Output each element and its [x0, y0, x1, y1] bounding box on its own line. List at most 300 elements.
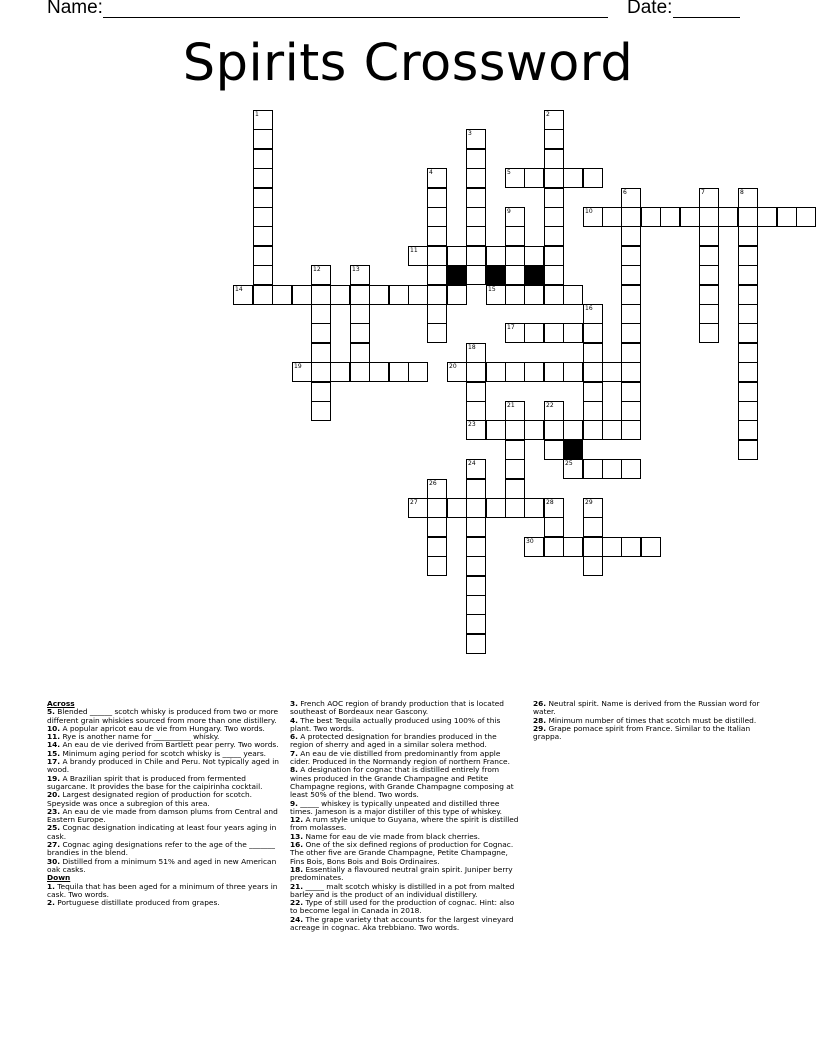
- crossword-cell[interactable]: [369, 362, 389, 382]
- crossword-cell[interactable]: [466, 459, 486, 479]
- crossword-cell[interactable]: [583, 498, 603, 518]
- crossword-cell[interactable]: [699, 207, 719, 227]
- clue-item: [47, 883, 279, 900]
- crossword-cell[interactable]: [311, 304, 331, 324]
- crossword-cell[interactable]: [486, 420, 506, 440]
- clue-number: 7.: [290, 748, 298, 758]
- crossword-cell[interactable]: [253, 285, 273, 305]
- clue-number: 13.: [290, 831, 304, 841]
- crossword-cell[interactable]: [621, 188, 641, 208]
- crossword-cell[interactable]: [408, 246, 428, 266]
- clue-item: [290, 816, 522, 833]
- clue-number: 24: [468, 460, 476, 467]
- crossword-cell[interactable]: [292, 362, 312, 382]
- clue-number: 18: [468, 344, 476, 351]
- clue-number: 27.: [47, 840, 61, 850]
- clue-number: 8.: [290, 765, 298, 775]
- crossword-cell[interactable]: [641, 537, 661, 557]
- crossword-cell[interactable]: [621, 343, 641, 363]
- crossword-cell[interactable]: [660, 207, 680, 227]
- crossword-cell[interactable]: [466, 576, 486, 596]
- crossword-cell[interactable]: [524, 537, 544, 557]
- crossword-cell[interactable]: [466, 168, 486, 188]
- crossword-cell[interactable]: [699, 285, 719, 305]
- crossword-cell[interactable]: [466, 401, 486, 421]
- clue-number: 27: [410, 499, 418, 506]
- crossword-cell[interactable]: [621, 304, 641, 324]
- crossword-cell[interactable]: [505, 265, 525, 285]
- crossword-cell[interactable]: [253, 265, 273, 285]
- crossword-cell[interactable]: [427, 226, 447, 246]
- crossword-cell[interactable]: [621, 362, 641, 382]
- crossword-cell[interactable]: [427, 556, 447, 576]
- crossword-cell[interactable]: [311, 265, 331, 285]
- crossword-cell[interactable]: [350, 304, 370, 324]
- crossword-cell[interactable]: [602, 420, 622, 440]
- crossword-cell[interactable]: [699, 188, 719, 208]
- crossword-cell[interactable]: [544, 323, 564, 343]
- down-clue-list: [533, 700, 765, 741]
- crossword-cell[interactable]: [563, 362, 583, 382]
- crossword-cell[interactable]: [350, 285, 370, 305]
- black-square: [563, 440, 583, 460]
- black-square: [524, 265, 544, 285]
- clue-text: A protected designation for brandies produced in the region of sherry and aged in a similar solera method.: [290, 732, 497, 750]
- across-heading: Across: [47, 699, 75, 708]
- crossword-cell[interactable]: [427, 285, 447, 305]
- crossword-cell[interactable]: [544, 537, 564, 557]
- crossword-cell[interactable]: [466, 537, 486, 557]
- crossword-cell[interactable]: [524, 498, 544, 518]
- clue-number: 15.: [47, 748, 61, 758]
- clue-number: 30: [526, 538, 534, 545]
- crossword-cell[interactable]: [738, 304, 758, 324]
- crossword-cell[interactable]: [699, 304, 719, 324]
- clue-text: Distilled from a minimum 51% and aged in new American oak casks.: [47, 856, 277, 874]
- crossword-cell[interactable]: [486, 285, 506, 305]
- crossword-cell[interactable]: [738, 343, 758, 363]
- clue-number: 17.: [47, 757, 61, 767]
- clue-item: [290, 841, 522, 866]
- crossword-cell[interactable]: [311, 362, 331, 382]
- crossword-cell[interactable]: [427, 207, 447, 227]
- crossword-cell[interactable]: [369, 285, 389, 305]
- date-label: Date:: [627, 0, 673, 18]
- crossword-cell[interactable]: [486, 498, 506, 518]
- crossword-cell[interactable]: [738, 323, 758, 343]
- crossword-cell[interactable]: [447, 498, 467, 518]
- crossword-cell[interactable]: [389, 285, 409, 305]
- crossword-cell[interactable]: [524, 168, 544, 188]
- crossword-cell[interactable]: [544, 362, 564, 382]
- crossword-cell[interactable]: [427, 304, 447, 324]
- across-clue-list: [47, 708, 279, 874]
- crossword-cell[interactable]: [466, 556, 486, 576]
- clue-text: The best Tequila actually produced using 100% of this plant. Two words.: [290, 715, 501, 733]
- crossword-cell[interactable]: [253, 207, 273, 227]
- crossword-cell[interactable]: [427, 517, 447, 537]
- crossword-cell[interactable]: [350, 343, 370, 363]
- crossword-cell[interactable]: [563, 323, 583, 343]
- crossword-cell[interactable]: [311, 382, 331, 402]
- crossword-cell[interactable]: [680, 207, 700, 227]
- black-square: [486, 265, 506, 285]
- crossword-cell[interactable]: [466, 362, 486, 382]
- crossword-cell[interactable]: [505, 498, 525, 518]
- clue-number: 2: [546, 111, 550, 118]
- crossword-cell[interactable]: [544, 188, 564, 208]
- crossword-cell[interactable]: [427, 537, 447, 557]
- clue-number: 12.: [290, 815, 304, 825]
- crossword-cell[interactable]: [583, 362, 603, 382]
- crossword-cell[interactable]: [563, 285, 583, 305]
- clue-number: 14.: [47, 740, 61, 750]
- clue-text: Cognac aging designations refer to the age of the _______ brandies in the blend.: [47, 840, 275, 858]
- clue-number: 13: [352, 266, 360, 273]
- clue-item: [290, 733, 522, 750]
- clue-number: 29.: [533, 723, 547, 733]
- crossword-cell[interactable]: [621, 420, 641, 440]
- crossword-cell[interactable]: [583, 517, 603, 537]
- crossword-cell[interactable]: [466, 188, 486, 208]
- crossword-cell[interactable]: [738, 440, 758, 460]
- crossword-cell[interactable]: [311, 343, 331, 363]
- crossword-cell[interactable]: [699, 323, 719, 343]
- crossword-cell[interactable]: [311, 401, 331, 421]
- crossword-cell[interactable]: [350, 362, 370, 382]
- clue-text: An eau de vie made from damson plums from Central and Eastern Europe.: [47, 806, 278, 825]
- clue-number: 20: [449, 363, 457, 370]
- crossword-cell[interactable]: [466, 614, 486, 634]
- clue-text: The grape variety that accounts for the largest vineyard acreage in cognac. Aka trebbiano. Two words.: [290, 914, 514, 933]
- crossword-cell[interactable]: [641, 207, 661, 227]
- clue-text: Minimum aging period for scotch whisky is _____ years.: [60, 748, 267, 758]
- clue-number: 28.: [533, 715, 547, 725]
- crossword-cell[interactable]: [583, 401, 603, 421]
- crossword-cell[interactable]: [544, 149, 564, 169]
- crossword-cell[interactable]: [563, 459, 583, 479]
- crossword-cell[interactable]: [738, 226, 758, 246]
- crossword-cell[interactable]: [505, 285, 525, 305]
- crossword-cell[interactable]: [544, 110, 564, 130]
- crossword-cell[interactable]: [350, 265, 370, 285]
- clue-number: 6: [623, 189, 627, 196]
- crossword-cell[interactable]: [602, 459, 622, 479]
- crossword-cell[interactable]: [738, 401, 758, 421]
- crossword-cell[interactable]: [621, 207, 641, 227]
- clue-text: An eau de vie derived from Bartlett pear perry. Two words.: [60, 740, 279, 750]
- crossword-cell[interactable]: [466, 420, 486, 440]
- crossword-cell[interactable]: [505, 362, 525, 382]
- crossword-cell[interactable]: [583, 168, 603, 188]
- clue-number: 16.: [290, 840, 304, 850]
- black-square: [447, 265, 467, 285]
- crossword-cell[interactable]: [544, 401, 564, 421]
- clue-number: 21.: [290, 881, 304, 891]
- clue-item: [533, 700, 765, 717]
- crossword-cell[interactable]: [583, 382, 603, 402]
- clue-number: 28: [546, 499, 554, 506]
- crossword-cell[interactable]: [253, 129, 273, 149]
- crossword-cell[interactable]: [544, 129, 564, 149]
- clue-number: 25: [565, 460, 573, 467]
- crossword-cell[interactable]: [738, 420, 758, 440]
- crossword-cell[interactable]: [544, 285, 564, 305]
- crossword-cell[interactable]: [621, 382, 641, 402]
- crossword-cell[interactable]: [408, 498, 428, 518]
- clue-text: A popular apricot eau de vie from Hungary. Two words.: [60, 723, 265, 733]
- down-clue-list: [47, 883, 279, 908]
- crossword-cell[interactable]: [447, 285, 467, 305]
- crossword-cell[interactable]: [466, 149, 486, 169]
- crossword-cell[interactable]: [466, 517, 486, 537]
- crossword-cell[interactable]: [544, 517, 564, 537]
- crossword-cell[interactable]: [505, 226, 525, 246]
- crossword-cell[interactable]: [544, 440, 564, 460]
- clue-number: 23.: [47, 806, 61, 816]
- crossword-cell[interactable]: [330, 285, 350, 305]
- crossword-cell[interactable]: [583, 537, 603, 557]
- crossword-cell[interactable]: [524, 362, 544, 382]
- crossword-cell[interactable]: [505, 440, 525, 460]
- crossword-cell[interactable]: [738, 362, 758, 382]
- down-clue-list: [290, 700, 522, 932]
- crossword-cell[interactable]: [311, 285, 331, 305]
- crossword-cell[interactable]: [466, 226, 486, 246]
- crossword-cell[interactable]: [505, 168, 525, 188]
- crossword-cell[interactable]: [563, 168, 583, 188]
- crossword-cell[interactable]: [621, 265, 641, 285]
- crossword-cell[interactable]: [777, 207, 797, 227]
- clue-number: 22.: [290, 898, 304, 908]
- crossword-cell[interactable]: [466, 498, 486, 518]
- crossword-cell[interactable]: [330, 362, 350, 382]
- crossword-cell[interactable]: [505, 479, 525, 499]
- clue-number: 18.: [290, 864, 304, 874]
- crossword-cell[interactable]: [466, 343, 486, 363]
- clue-item: [47, 808, 279, 825]
- clue-number: 12: [313, 266, 321, 273]
- clue-item: [290, 700, 522, 717]
- clue-text: Rye is another name for __________ whisky.: [60, 732, 220, 742]
- crossword-cell[interactable]: [621, 285, 641, 305]
- clue-text: Blended ______ scotch whisky is produced from two or more different grain whiskies sourced from more than one distillery.: [47, 707, 279, 725]
- crossword-cell[interactable]: [389, 362, 409, 382]
- crossword-cell[interactable]: [427, 246, 447, 266]
- crossword-cell[interactable]: [292, 285, 312, 305]
- clue-number: 5: [507, 169, 511, 176]
- clue-item: [533, 725, 765, 742]
- clues-column-1: [47, 700, 279, 907]
- clue-item: [290, 916, 522, 933]
- clue-item: [47, 775, 279, 792]
- crossword-cell[interactable]: [699, 226, 719, 246]
- crossword-cell[interactable]: [621, 246, 641, 266]
- crossword-cell[interactable]: [583, 343, 603, 363]
- crossword-cell[interactable]: [486, 362, 506, 382]
- crossword-cell[interactable]: [253, 246, 273, 266]
- crossword-cell[interactable]: [505, 323, 525, 343]
- clues-column-3: [533, 700, 765, 741]
- clue-text: A designation for cognac that is distilled entirely from wines produced in the Grande Champagne and Petite Champagne regions, with Grande Champagne composing at least 50% of the blend. Two words.: [290, 765, 514, 800]
- crossword-cell[interactable]: [447, 362, 467, 382]
- clue-number: 19: [294, 363, 302, 370]
- crossword-cell[interactable]: [583, 304, 603, 324]
- crossword-cell[interactable]: [505, 420, 525, 440]
- crossword-cell[interactable]: [466, 129, 486, 149]
- clue-item: [47, 791, 279, 808]
- crossword-cell[interactable]: [427, 265, 447, 285]
- clue-number: 30.: [47, 856, 61, 866]
- clue-number: 3.: [290, 699, 298, 708]
- crossword-cell[interactable]: [466, 595, 486, 615]
- crossword-cell[interactable]: [427, 188, 447, 208]
- crossword-cell[interactable]: [486, 246, 506, 266]
- crossword-cell[interactable]: [524, 420, 544, 440]
- crossword-cell[interactable]: [544, 420, 564, 440]
- crossword-cell[interactable]: [544, 168, 564, 188]
- clue-number: 7: [701, 189, 705, 196]
- crossword-cell[interactable]: [253, 149, 273, 169]
- clue-text: A Brazilian spirit that is produced from fermented sugarcane. It provides the base for the caipirinha cocktail.: [47, 773, 263, 791]
- clues-column-2: [290, 700, 522, 932]
- crossword-cell[interactable]: [544, 207, 564, 227]
- clue-number: 26.: [533, 699, 547, 708]
- clue-item: [290, 766, 522, 799]
- crossword-cell[interactable]: [738, 285, 758, 305]
- clue-text: French AOC region of brandy production that is located southeast of Bordeaux near Gascony.: [290, 699, 504, 717]
- clue-number: 4.: [290, 715, 298, 725]
- crossword-cell[interactable]: [505, 401, 525, 421]
- clue-text: Name for eau de vie made from black cherries.: [303, 831, 480, 841]
- crossword-cell[interactable]: [466, 265, 486, 285]
- crossword-cell[interactable]: [253, 226, 273, 246]
- crossword-cell[interactable]: [447, 246, 467, 266]
- name-label: Name:: [47, 0, 103, 18]
- crossword-cell[interactable]: [427, 323, 447, 343]
- crossword-cell[interactable]: [427, 479, 447, 499]
- clue-number: 14: [235, 286, 243, 293]
- crossword-cell[interactable]: [408, 362, 428, 382]
- crossword-cell[interactable]: [311, 323, 331, 343]
- crossword-cell[interactable]: [544, 498, 564, 518]
- crossword-cell[interactable]: [505, 207, 525, 227]
- crossword-cell[interactable]: [505, 459, 525, 479]
- clue-item: [290, 717, 522, 734]
- clue-item: [47, 758, 279, 775]
- crossword-cell[interactable]: [602, 362, 622, 382]
- crossword-cell[interactable]: [583, 207, 603, 227]
- clue-number: 9.: [290, 798, 298, 808]
- clue-item: [47, 824, 279, 841]
- clue-text: Minimum number of times that scotch must be distilled.: [546, 715, 757, 725]
- crossword-cell[interactable]: [583, 420, 603, 440]
- down-heading: Down: [47, 873, 71, 883]
- crossword-cell[interactable]: [602, 207, 622, 227]
- crossword-cell[interactable]: [272, 285, 292, 305]
- crossword-cell[interactable]: [738, 207, 758, 227]
- crossword-cell[interactable]: [563, 537, 583, 557]
- page-title: Spirits Crossword: [182, 34, 634, 93]
- crossword-cell[interactable]: [621, 401, 641, 421]
- clue-number: 22: [546, 402, 554, 409]
- crossword-cell[interactable]: [621, 537, 641, 557]
- crossword-cell[interactable]: [466, 207, 486, 227]
- clue-text: Largest designated region of production for scotch. Speyside was once a subregion of this area.: [47, 790, 253, 808]
- clue-text: Grape pomace spirit from France. Similar to the Italian grappa.: [533, 723, 751, 742]
- crossword-cell[interactable]: [524, 323, 544, 343]
- crossword-cell[interactable]: [757, 207, 777, 227]
- crossword-cell[interactable]: [621, 226, 641, 246]
- clue-text: _____ whiskey is typically unpeated and distilled three times. Jameson is a major distiller of this type of whiskey.: [290, 798, 503, 816]
- crossword-cell[interactable]: [466, 634, 486, 654]
- crossword-cell[interactable]: [738, 246, 758, 266]
- clue-number: 29: [585, 499, 593, 506]
- crossword-cell[interactable]: [718, 207, 738, 227]
- clue-text: An eau de vie distilled from predominantly from apple cider. Produced in the Normandy region of northern France.: [290, 748, 510, 767]
- crossword-cell[interactable]: [544, 246, 564, 266]
- clue-number: 25.: [47, 823, 61, 833]
- crossword-cell[interactable]: [563, 420, 583, 440]
- crossword-cell[interactable]: [253, 168, 273, 188]
- crossword-cell[interactable]: [544, 226, 564, 246]
- crossword-cell[interactable]: [505, 246, 525, 266]
- clue-number: 17: [507, 324, 515, 331]
- crossword-cell[interactable]: [621, 323, 641, 343]
- crossword-cell[interactable]: [699, 265, 719, 285]
- crossword-cell[interactable]: [524, 246, 544, 266]
- clue-number: 23: [468, 421, 476, 428]
- crossword-cell[interactable]: [796, 207, 816, 227]
- clue-number: 1: [255, 111, 259, 118]
- clue-number: 6.: [290, 732, 298, 742]
- crossword-cell[interactable]: [253, 188, 273, 208]
- clue-text: Neutral spirit. Name is derived from the Russian word for water.: [533, 699, 760, 717]
- crossword-cell[interactable]: [408, 285, 428, 305]
- clue-text: Essentially a flavoured neutral grain spirit. Juniper berry predominates.: [290, 864, 513, 883]
- clue-item: [47, 708, 279, 725]
- crossword-cell[interactable]: [583, 323, 603, 343]
- crossword-cell[interactable]: [738, 188, 758, 208]
- crossword-cell[interactable]: [544, 265, 564, 285]
- clue-number: 15: [488, 286, 496, 293]
- crossword-cell[interactable]: [583, 556, 603, 576]
- crossword-cell[interactable]: [350, 323, 370, 343]
- crossword-cell[interactable]: [699, 246, 719, 266]
- crossword-cell[interactable]: [253, 110, 273, 130]
- crossword-cell[interactable]: [466, 479, 486, 499]
- crossword-cell[interactable]: [427, 168, 447, 188]
- clue-number: 24.: [290, 914, 304, 924]
- crossword-cell[interactable]: [466, 246, 486, 266]
- clue-number: 26: [429, 480, 437, 487]
- crossword-cell[interactable]: [738, 382, 758, 402]
- clue-text: Type of still used for the production of cognac. Hint: also to become legal in Canada in 2018.: [290, 898, 515, 916]
- clue-text: A rum style unique to Guyana, where the spirit is distilled from molasses.: [290, 815, 519, 833]
- clue-text: Tequila that has been aged for a minimum of three years in cask. Two words.: [47, 881, 278, 899]
- clue-text: Portuguese distillate produced from grapes.: [54, 898, 220, 908]
- crossword-cell[interactable]: [602, 537, 622, 557]
- crossword-cell[interactable]: [233, 285, 253, 305]
- clue-item: [290, 899, 522, 916]
- crossword-cell[interactable]: [524, 285, 544, 305]
- crossword-cell[interactable]: [621, 459, 641, 479]
- clue-number: 4: [429, 169, 433, 176]
- crossword-cell[interactable]: [427, 498, 447, 518]
- crossword-cell[interactable]: [466, 382, 486, 402]
- crossword-cell[interactable]: [738, 265, 758, 285]
- crossword-cell[interactable]: [583, 459, 603, 479]
